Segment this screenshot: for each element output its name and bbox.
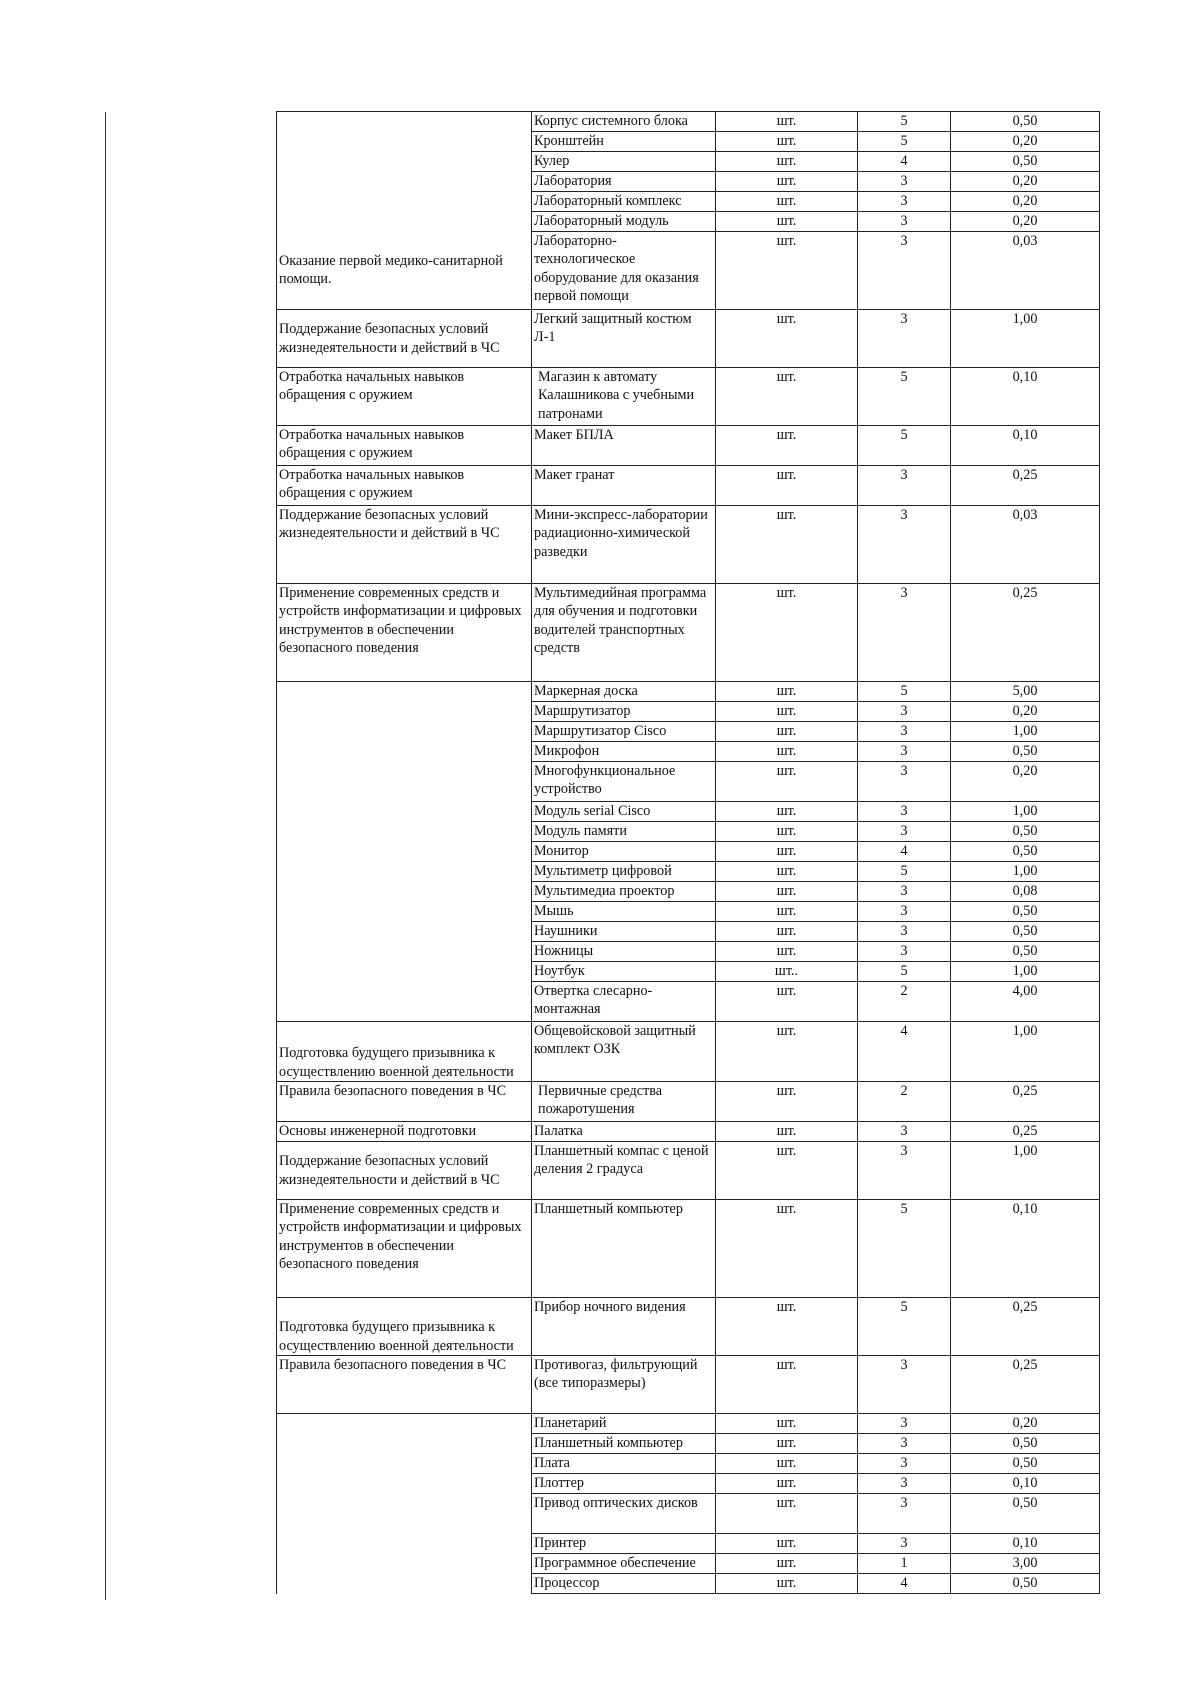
table-row	[277, 942, 1100, 962]
unit-cell: шт.	[716, 1434, 858, 1454]
table-row	[277, 702, 1100, 722]
table-row	[277, 1022, 1100, 1082]
grade-cell: 3	[858, 1494, 951, 1534]
table-row	[277, 1414, 1100, 1434]
item-name-cell: Плоттер	[532, 1474, 716, 1494]
item-name-cell: Макет БПЛА	[532, 426, 716, 466]
unit-cell: шт.	[716, 112, 858, 132]
unit-cell: шт.	[716, 742, 858, 762]
table-row	[277, 1082, 1100, 1122]
quantity-cell: 0,50	[951, 742, 1100, 762]
quantity-cell: 0,25	[951, 1298, 1100, 1356]
activity-cell	[277, 722, 532, 742]
quantity-cell: 0,50	[951, 1434, 1100, 1454]
page-margin-line	[105, 112, 106, 1600]
item-name-cell: Микрофон	[532, 742, 716, 762]
quantity-cell: 0,25	[951, 1082, 1100, 1122]
quantity-cell: 1,00	[951, 1022, 1100, 1082]
unit-cell: шт.	[716, 1414, 858, 1434]
unit-cell: шт.	[716, 822, 858, 842]
unit-cell: шт.	[716, 466, 858, 506]
item-name-cell: Маршрутизатор	[532, 702, 716, 722]
table-row	[277, 842, 1100, 862]
equipment-table	[276, 111, 1100, 1594]
quantity-cell: 3,00	[951, 1554, 1100, 1574]
table-row	[277, 112, 1100, 132]
unit-cell: шт.	[716, 1082, 858, 1122]
table-row	[277, 152, 1100, 172]
unit-cell: шт.	[716, 1574, 858, 1594]
unit-cell: шт..	[716, 962, 858, 982]
activity-cell: Отработка начальных навыков обращения с оружием	[277, 426, 532, 466]
item-name-cell: Ножницы	[532, 942, 716, 962]
activity-cell	[277, 902, 532, 922]
item-name-cell: Лабораторно-технологическое оборудование для оказания первой помощи	[532, 232, 716, 310]
table-row	[277, 1474, 1100, 1494]
quantity-cell: 0,10	[951, 426, 1100, 466]
table-row	[277, 1142, 1100, 1200]
quantity-cell: 0,20	[951, 212, 1100, 232]
activity-cell	[277, 112, 532, 132]
quantity-cell: 1,00	[951, 722, 1100, 742]
grade-cell: 3	[858, 310, 951, 368]
activity-cell	[277, 962, 532, 982]
grade-cell: 3	[858, 702, 951, 722]
table-row	[277, 1200, 1100, 1298]
grade-cell: 5	[858, 1298, 951, 1356]
item-name-cell: Общевойсковой защитный комплект ОЗК	[532, 1022, 716, 1082]
activity-cell: Отработка начальных навыков обращения с оружием	[277, 466, 532, 506]
quantity-cell: 0,25	[951, 584, 1100, 682]
quantity-cell: 0,03	[951, 506, 1100, 584]
grade-cell: 2	[858, 982, 951, 1022]
equipment-table-body	[277, 112, 1100, 1594]
unit-cell: шт.	[716, 862, 858, 882]
table-row	[277, 172, 1100, 192]
grade-cell: 1	[858, 1554, 951, 1574]
table-row	[277, 802, 1100, 822]
grade-cell: 3	[858, 192, 951, 212]
grade-cell: 5	[858, 132, 951, 152]
unit-cell: шт.	[716, 1474, 858, 1494]
table-row	[277, 466, 1100, 506]
activity-cell	[277, 1574, 532, 1594]
item-name-cell: Планшетный компьютер	[532, 1434, 716, 1454]
table-row	[277, 1454, 1100, 1474]
table-row	[277, 192, 1100, 212]
activity-cell	[277, 842, 532, 862]
activity-cell	[277, 802, 532, 822]
unit-cell: шт.	[716, 1122, 858, 1142]
item-name-cell: Принтер	[532, 1534, 716, 1554]
activity-cell: Применение современных средств и устройств информатизации и цифровых инструментов в обеспечении безопасного поведения	[277, 584, 532, 682]
activity-cell	[277, 192, 532, 212]
unit-cell: шт.	[716, 882, 858, 902]
activity-cell	[277, 702, 532, 722]
quantity-cell: 1,00	[951, 1142, 1100, 1200]
unit-cell: шт.	[716, 1454, 858, 1474]
grade-cell: 4	[858, 842, 951, 862]
activity-cell: Подготовка будущего призывника к осуществлению военной деятельности	[277, 1298, 532, 1356]
activity-cell	[277, 1494, 532, 1534]
unit-cell: шт.	[716, 682, 858, 702]
table-row	[277, 882, 1100, 902]
table-row	[277, 1494, 1100, 1534]
activity-cell	[277, 1554, 532, 1574]
grade-cell: 3	[858, 1474, 951, 1494]
quantity-cell: 1,00	[951, 962, 1100, 982]
activity-cell: Поддержание безопасных условий жизнедеятельности и действий в ЧС	[277, 310, 532, 368]
item-name-cell: Многофункциональное устройство	[532, 762, 716, 802]
table-row	[277, 1298, 1100, 1356]
grade-cell: 5	[858, 682, 951, 702]
grade-cell: 3	[858, 212, 951, 232]
item-name-cell: Ноутбук	[532, 962, 716, 982]
table-row	[277, 232, 1100, 310]
activity-cell: Применение современных средств и устройств информатизации и цифровых инструментов в обеспечении безопасного поведения	[277, 1200, 532, 1298]
unit-cell: шт.	[716, 1534, 858, 1554]
unit-cell: шт.	[716, 368, 858, 426]
item-name-cell: Кронштейн	[532, 132, 716, 152]
item-name-cell: Лаборатория	[532, 172, 716, 192]
grade-cell: 3	[858, 1454, 951, 1474]
table-row	[277, 584, 1100, 682]
grade-cell: 5	[858, 862, 951, 882]
quantity-cell: 0,50	[951, 152, 1100, 172]
unit-cell: шт.	[716, 902, 858, 922]
activity-cell	[277, 1534, 532, 1554]
item-name-cell: Наушники	[532, 922, 716, 942]
item-name-cell: Противогаз, фильтрующий (все типоразмеры)	[532, 1356, 716, 1414]
activity-cell	[277, 152, 532, 172]
grade-cell: 3	[858, 1434, 951, 1454]
unit-cell: шт.	[716, 762, 858, 802]
grade-cell: 4	[858, 152, 951, 172]
grade-cell: 3	[858, 466, 951, 506]
item-name-cell: Программное обеспечение	[532, 1554, 716, 1574]
grade-cell: 3	[858, 822, 951, 842]
table-row	[277, 722, 1100, 742]
unit-cell: шт.	[716, 702, 858, 722]
grade-cell: 3	[858, 922, 951, 942]
quantity-cell: 0,10	[951, 1534, 1100, 1554]
table-row	[277, 506, 1100, 584]
table-row	[277, 862, 1100, 882]
activity-cell	[277, 1434, 532, 1454]
table-row	[277, 1534, 1100, 1554]
item-name-cell: Первичные средства пожаротушения	[532, 1082, 716, 1122]
grade-cell: 3	[858, 1356, 951, 1414]
table-row	[277, 368, 1100, 426]
activity-cell	[277, 172, 532, 192]
quantity-cell: 0,50	[951, 922, 1100, 942]
item-name-cell: Мини-экспресс-лаборатории радиационно-химической разведки	[532, 506, 716, 584]
quantity-cell: 0,10	[951, 368, 1100, 426]
table-row	[277, 962, 1100, 982]
grade-cell: 3	[858, 802, 951, 822]
item-name-cell: Планетарий	[532, 1414, 716, 1434]
grade-cell: 3	[858, 882, 951, 902]
quantity-cell: 0,50	[951, 1454, 1100, 1474]
activity-cell: Отработка начальных навыков обращения с оружием	[277, 368, 532, 426]
quantity-cell: 1,00	[951, 802, 1100, 822]
unit-cell: шт.	[716, 1554, 858, 1574]
grade-cell: 3	[858, 902, 951, 922]
table-row	[277, 1554, 1100, 1574]
item-name-cell: Планшетный компас с ценой деления 2 градуса	[532, 1142, 716, 1200]
table-row	[277, 212, 1100, 232]
quantity-cell: 0,03	[951, 232, 1100, 310]
activity-cell	[277, 1414, 532, 1434]
grade-cell: 3	[858, 584, 951, 682]
grade-cell: 3	[858, 1534, 951, 1554]
activity-cell	[277, 132, 532, 152]
activity-cell	[277, 822, 532, 842]
item-name-cell: Планшетный компьютер	[532, 1200, 716, 1298]
table-row	[277, 982, 1100, 1022]
item-name-cell: Маршрутизатор Cisco	[532, 722, 716, 742]
quantity-cell: 0,50	[951, 112, 1100, 132]
unit-cell: шт.	[716, 722, 858, 742]
grade-cell: 3	[858, 1414, 951, 1434]
grade-cell: 4	[858, 1574, 951, 1594]
item-name-cell: Монитор	[532, 842, 716, 862]
activity-cell	[277, 762, 532, 802]
unit-cell: шт.	[716, 802, 858, 822]
table-row	[277, 822, 1100, 842]
activity-cell	[277, 1474, 532, 1494]
item-name-cell: Прибор ночного видения	[532, 1298, 716, 1356]
quantity-cell: 0,20	[951, 762, 1100, 802]
table-row	[277, 426, 1100, 466]
unit-cell: шт.	[716, 132, 858, 152]
item-name-cell: Мультимедиа проектор	[532, 882, 716, 902]
quantity-cell: 0,25	[951, 1356, 1100, 1414]
item-name-cell: Плата	[532, 1454, 716, 1474]
item-name-cell: Процессор	[532, 1574, 716, 1594]
grade-cell: 5	[858, 112, 951, 132]
item-name-cell: Кулер	[532, 152, 716, 172]
table-row	[277, 1356, 1100, 1414]
item-name-cell: Модуль памяти	[532, 822, 716, 842]
table-row	[277, 1434, 1100, 1454]
activity-cell: Оказание первой медико-санитарной помощи.	[277, 232, 532, 310]
quantity-cell: 0,08	[951, 882, 1100, 902]
grade-cell: 2	[858, 1082, 951, 1122]
quantity-cell: 0,10	[951, 1474, 1100, 1494]
activity-cell: Правила безопасного поведения в ЧС	[277, 1082, 532, 1122]
quantity-cell: 0,20	[951, 1414, 1100, 1434]
item-name-cell: Маркерная доска	[532, 682, 716, 702]
unit-cell: шт.	[716, 152, 858, 172]
quantity-cell: 1,00	[951, 310, 1100, 368]
activity-cell	[277, 882, 532, 902]
quantity-cell: 0,10	[951, 1200, 1100, 1298]
item-name-cell: Отвертка слесарно-монтажная	[532, 982, 716, 1022]
item-name-cell: Мышь	[532, 902, 716, 922]
quantity-cell: 0,20	[951, 702, 1100, 722]
grade-cell: 3	[858, 506, 951, 584]
quantity-cell: 5,00	[951, 682, 1100, 702]
activity-cell	[277, 922, 532, 942]
grade-cell: 5	[858, 1200, 951, 1298]
grade-cell: 5	[858, 426, 951, 466]
unit-cell: шт.	[716, 1142, 858, 1200]
grade-cell: 3	[858, 232, 951, 310]
unit-cell: шт.	[716, 310, 858, 368]
activity-cell	[277, 862, 532, 882]
table-row	[277, 762, 1100, 802]
unit-cell: шт.	[716, 842, 858, 862]
table-row	[277, 310, 1100, 368]
grade-cell: 3	[858, 172, 951, 192]
table-row	[277, 682, 1100, 702]
unit-cell: шт.	[716, 232, 858, 310]
item-name-cell: Лабораторный модуль	[532, 212, 716, 232]
activity-cell: Основы инженерной подготовки	[277, 1122, 532, 1142]
item-name-cell: Привод оптических дисков	[532, 1494, 716, 1534]
activity-cell: Поддержание безопасных условий жизнедеятельности и действий в ЧС	[277, 1142, 532, 1200]
unit-cell: шт.	[716, 506, 858, 584]
quantity-cell: 4,00	[951, 982, 1100, 1022]
item-name-cell: Мультимедийная программа для обучения и подготовки водителей транспортных средств	[532, 584, 716, 682]
unit-cell: шт.	[716, 1298, 858, 1356]
table-row	[277, 1122, 1100, 1142]
item-name-cell: Палатка	[532, 1122, 716, 1142]
unit-cell: шт.	[716, 1022, 858, 1082]
table-row	[277, 902, 1100, 922]
item-name-cell: Мультиметр цифровой	[532, 862, 716, 882]
item-name-cell: Магазин к автомату Калашникова с учебными патронами	[532, 368, 716, 426]
unit-cell: шт.	[716, 982, 858, 1022]
activity-cell	[277, 212, 532, 232]
unit-cell: шт.	[716, 172, 858, 192]
activity-cell: Поддержание безопасных условий жизнедеятельности и действий в ЧС	[277, 506, 532, 584]
grade-cell: 4	[858, 1022, 951, 1082]
item-name-cell: Макет гранат	[532, 466, 716, 506]
quantity-cell: 0,50	[951, 822, 1100, 842]
quantity-cell: 0,50	[951, 942, 1100, 962]
grade-cell: 3	[858, 1142, 951, 1200]
quantity-cell: 0,50	[951, 1574, 1100, 1594]
table-row	[277, 1574, 1100, 1594]
unit-cell: шт.	[716, 942, 858, 962]
unit-cell: шт.	[716, 922, 858, 942]
quantity-cell: 0,25	[951, 1122, 1100, 1142]
quantity-cell: 0,50	[951, 1494, 1100, 1534]
quantity-cell: 0,20	[951, 172, 1100, 192]
item-name-cell: Корпус системного блока	[532, 112, 716, 132]
item-name-cell: Модуль serial Cisco	[532, 802, 716, 822]
table-row	[277, 132, 1100, 152]
quantity-cell: 0,20	[951, 192, 1100, 212]
unit-cell: шт.	[716, 212, 858, 232]
activity-cell: Подготовка будущего призывника к осуществлению военной деятельности	[277, 1022, 532, 1082]
unit-cell: шт.	[716, 426, 858, 466]
grade-cell: 3	[858, 742, 951, 762]
unit-cell: шт.	[716, 1200, 858, 1298]
quantity-cell: 0,50	[951, 842, 1100, 862]
grade-cell: 3	[858, 722, 951, 742]
activity-cell	[277, 942, 532, 962]
activity-cell	[277, 742, 532, 762]
activity-cell	[277, 1454, 532, 1474]
activity-cell: Правила безопасного поведения в ЧС	[277, 1356, 532, 1414]
table-row	[277, 922, 1100, 942]
unit-cell: шт.	[716, 1356, 858, 1414]
grade-cell: 3	[858, 1122, 951, 1142]
grade-cell: 5	[858, 962, 951, 982]
unit-cell: шт.	[716, 1494, 858, 1534]
grade-cell: 3	[858, 942, 951, 962]
quantity-cell: 0,25	[951, 466, 1100, 506]
quantity-cell: 0,20	[951, 132, 1100, 152]
quantity-cell: 1,00	[951, 862, 1100, 882]
unit-cell: шт.	[716, 584, 858, 682]
table-row	[277, 742, 1100, 762]
grade-cell: 3	[858, 762, 951, 802]
activity-cell	[277, 682, 532, 702]
grade-cell: 5	[858, 368, 951, 426]
item-name-cell: Легкий защитный костюм Л-1	[532, 310, 716, 368]
unit-cell: шт.	[716, 192, 858, 212]
item-name-cell: Лабораторный комплекс	[532, 192, 716, 212]
quantity-cell: 0,50	[951, 902, 1100, 922]
activity-cell	[277, 982, 532, 1022]
